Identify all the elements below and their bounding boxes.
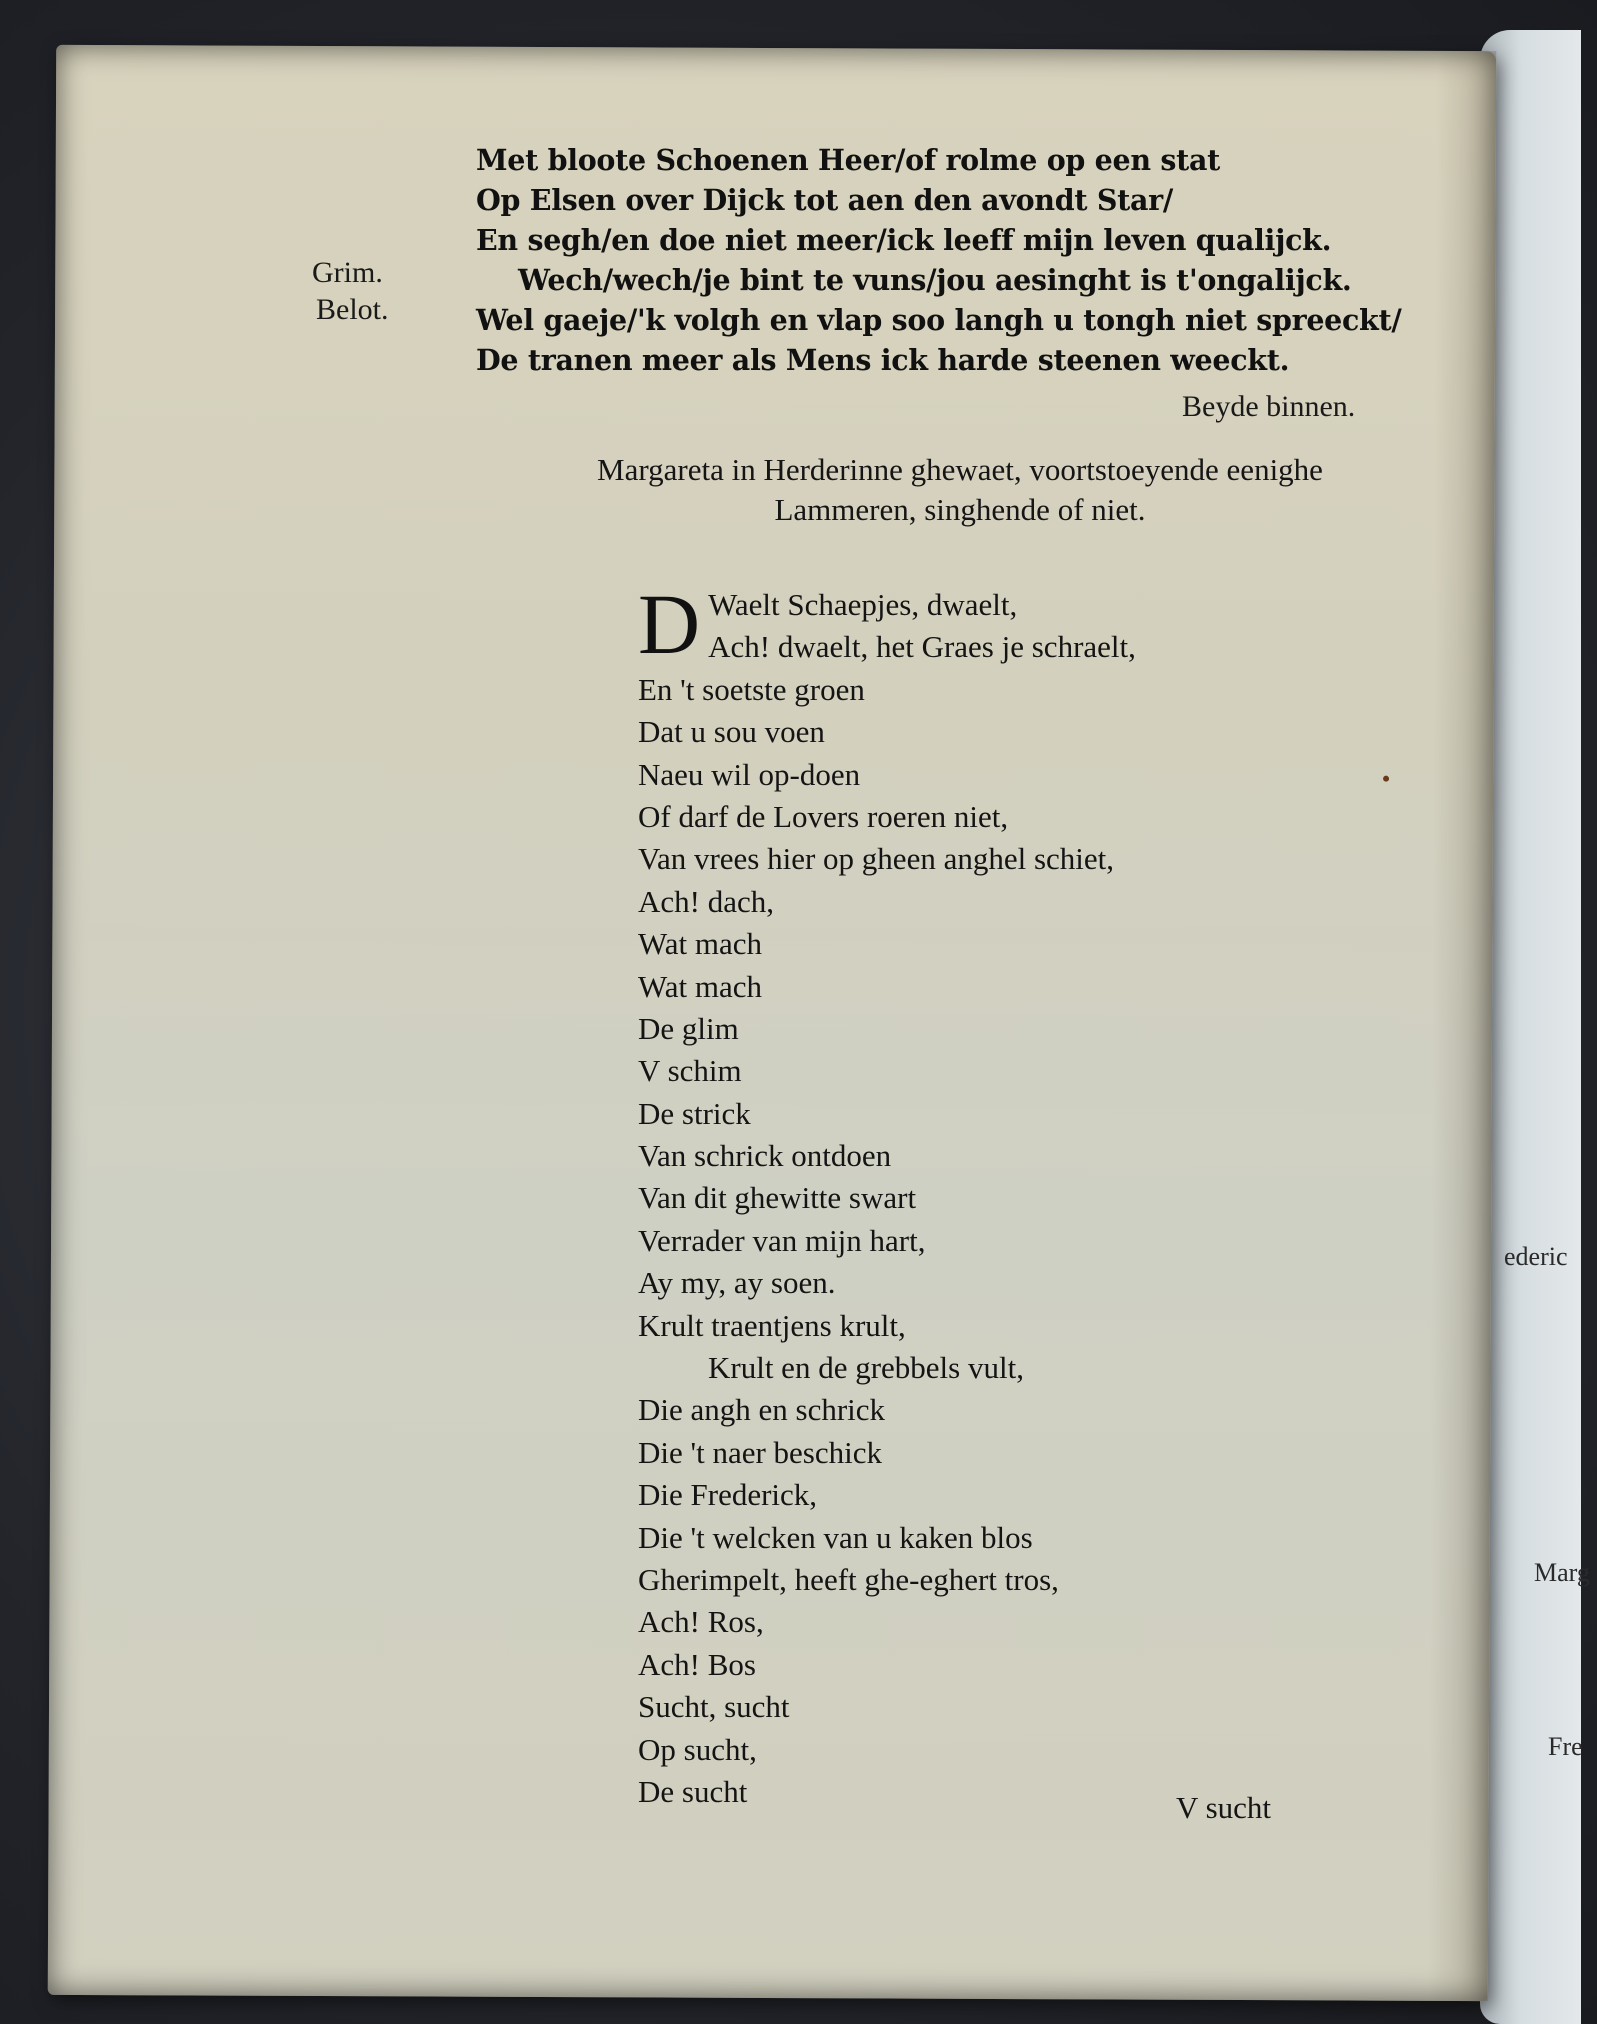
poem-line: V schim xyxy=(638,1053,742,1089)
poem-line: Die 't welcken van u kaken blos xyxy=(638,1519,1033,1555)
song-lyrics xyxy=(638,576,1136,1813)
poem-line: Die 't naer beschick xyxy=(638,1434,883,1470)
poem-line: Van dit ghewitte swart xyxy=(638,1180,917,1216)
poem-line: Ay my, ay soen. xyxy=(638,1265,836,1301)
facing-fragment: Fre xyxy=(1548,1732,1583,1761)
poem-line: Van schrick ontdoen xyxy=(638,1138,892,1174)
poem-line: Krult traentjens krult, xyxy=(638,1307,906,1343)
poem-line: De strick xyxy=(638,1095,751,1131)
poem-line: Ach! dwaelt, het Graes je schraelt, xyxy=(708,629,1136,665)
poem-line: Naeu wil op-doen xyxy=(638,756,861,792)
verse-line: Wel gaeje/'k volgh en vlap soo langh u tongh niet spreeckt/ xyxy=(476,303,1402,337)
verse-line: Met bloote Schoenen Heer/of rolme op een stat xyxy=(476,143,1221,177)
drop-cap: D xyxy=(638,576,701,672)
poem-line: Verrader van mijn hart, xyxy=(638,1222,926,1258)
stage-line-2: Lammeren, singhende of niet. xyxy=(774,492,1146,527)
poem-line: De sucht xyxy=(638,1773,748,1809)
facing-fragment: ederic xyxy=(1504,1242,1568,1271)
poem-line: Of darf de Lovers roeren niet, xyxy=(638,798,1009,834)
verse-line: De tranen meer als Mens ick harde steenen weeckt. xyxy=(476,343,1290,377)
verse-line: Wech/wech/je bint te vuns/jou aesinght is t'ongalijck. xyxy=(518,263,1352,297)
verse-line: En segh/en doe niet meer/ick leeff mijn leven qualijck. xyxy=(476,223,1332,257)
poem-line: Van vrees hier op gheen anghel schiet, xyxy=(638,841,1115,877)
poem-line: Ach! Bos xyxy=(638,1646,756,1682)
catchword: V sucht xyxy=(1176,1790,1272,1825)
poem-line: De glim xyxy=(638,1010,739,1046)
blackletter-verse xyxy=(476,140,1402,380)
poem-line: Die angh en schrick xyxy=(638,1392,886,1428)
stage-line-1: Margareta in Herderinne ghewaet, voortstoeyende eenighe xyxy=(597,452,1323,487)
poem-line: Sucht, sucht xyxy=(638,1689,790,1725)
poem-line: Ach! Ros, xyxy=(638,1604,764,1640)
poem-line: Wat mach xyxy=(638,968,763,1004)
poem-line: Krult en de grebbels vult, xyxy=(708,1350,1024,1386)
poem-line: Die Frederick, xyxy=(638,1477,818,1513)
poem-line: Waelt Schaepjes, dwaelt, xyxy=(708,587,1018,622)
facing-page xyxy=(1480,30,1590,2024)
poem-line: Ach! dach, xyxy=(638,883,774,919)
exit-direction: Beyde binnen. xyxy=(1182,390,1356,423)
stage-direction xyxy=(480,450,1440,530)
poem-line: Dat u sou voen xyxy=(638,714,825,750)
poem-line: En 't soetste groen xyxy=(638,671,865,707)
poem-line: Wat mach xyxy=(638,926,763,962)
speaker-grim: Grim. xyxy=(312,256,383,289)
speaker-belot: Belot. xyxy=(316,293,389,326)
poem-line: Op sucht, xyxy=(638,1731,757,1767)
poem-line: Gherimpelt, heeft ghe-eghert tros, xyxy=(638,1561,1059,1597)
facing-fragment: Marg xyxy=(1534,1558,1590,1587)
verse-line: Op Elsen over Dijck tot aen den avondt Star/ xyxy=(476,183,1173,217)
